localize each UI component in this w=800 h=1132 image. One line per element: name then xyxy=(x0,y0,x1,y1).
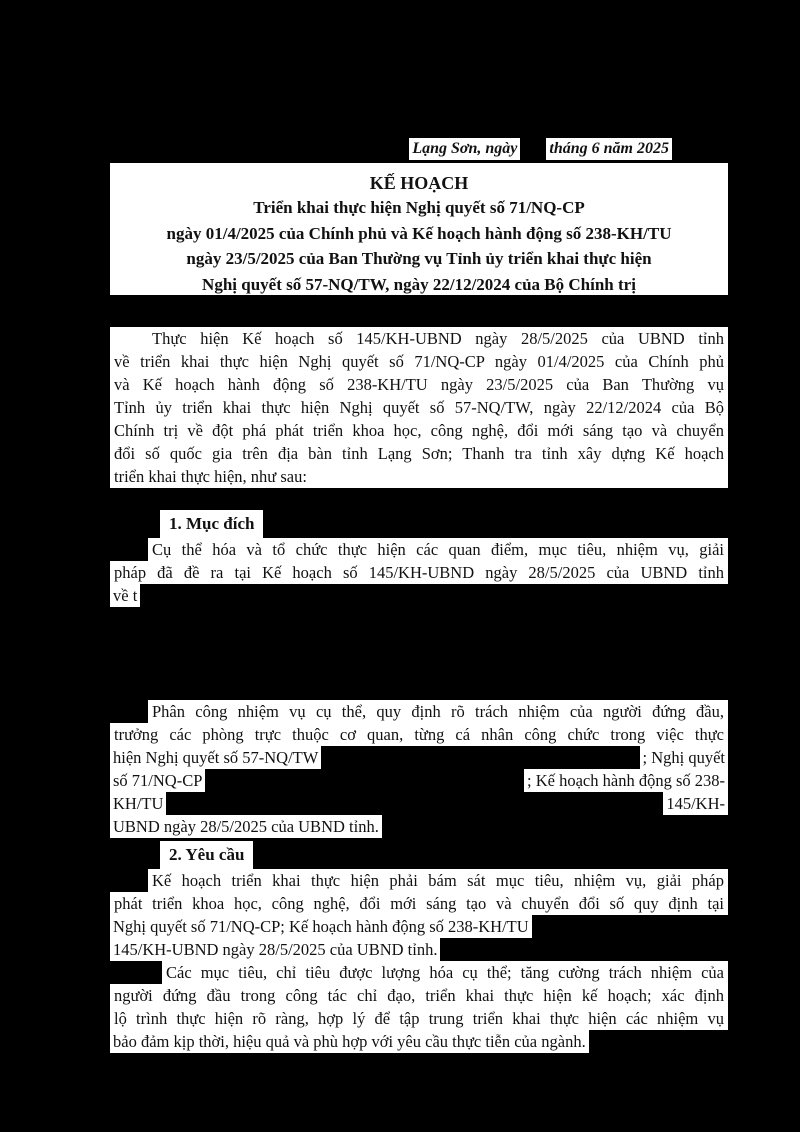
section2-para2-line: bảo đảm kịp thời, hiệu quả và phù hợp với yêu cầu thực tiễn của ngành. xyxy=(110,1030,728,1053)
section-2-heading: 2. Yêu cầu xyxy=(160,841,253,869)
paragraph-indent xyxy=(110,538,148,561)
intro-line: Tỉnh ủy triển khai thực hiện Nghị quyết số 57-NQ/TW, ngày 22/12/2024 của Bộ xyxy=(110,396,728,419)
header-subtitle-line: ngày 23/5/2025 của Ban Thường vụ Tỉnh ủy triển khai thực hiện xyxy=(186,249,652,268)
section2-para2-line: người đứng đầu trong công tác chỉ đạo, triển khai thực hiện kế hoạch; xác định xyxy=(110,984,728,1007)
black-redaction-block xyxy=(321,746,639,769)
section1-line: pháp đã đề ra tại Kế hoạch số 145/KH-UBND ngày 28/5/2025 của UBND tỉnh xyxy=(110,561,728,584)
date-day-blank xyxy=(520,138,546,160)
section1-para2-line: KH/TU 145/KH- xyxy=(110,792,728,815)
document-title: KẾ HOẠCH xyxy=(369,173,469,193)
date-part-month-year: tháng 6 năm 2025 xyxy=(546,138,672,160)
section2-para1-line: Nghị quyết số 71/NQ-CP; Kế hoạch hành động số 238-KH/TU xyxy=(110,915,728,938)
intro-line: và Kế hoạch hành động số 238-KH/TU ngày 23/5/2025 của Ban Thường vụ xyxy=(110,373,728,396)
section-1-heading: 1. Mục đích xyxy=(160,510,263,538)
intro-line: Chính trị về đột phá phát triển khoa học, công nghệ, đổi mới sáng tạo và chuyển xyxy=(110,419,728,442)
section2-para2-line: Các mục tiêu, chỉ tiêu được lượng hóa cụ thể; tăng cường trách nhiệm của xyxy=(110,961,728,984)
document-header xyxy=(110,163,728,295)
paragraph-indent xyxy=(110,700,148,723)
section1-line: về t xyxy=(110,584,728,607)
section1-para2-line: hiện Nghị quyết số 57-NQ/TW ; Nghị quyết xyxy=(110,746,728,769)
section1-para2-line: trưởng các phòng trực thuộc cơ quan, từng cá nhân công chức trong việc thực xyxy=(110,723,728,746)
paragraph-indent xyxy=(110,327,148,350)
date-line-clipped xyxy=(110,140,728,163)
intro-line: triển khai thực hiện, như sau: xyxy=(110,465,728,488)
section1-para2-line: Phân công nhiệm vụ cụ thể, quy định rõ trách nhiệm của người đứng đầu, xyxy=(110,700,728,723)
intro-line: về triển khai thực hiện Nghị quyết số 71/NQ-CP ngày 01/4/2025 của Chính phủ xyxy=(110,350,728,373)
date-part-place: Lạng Sơn, ngày xyxy=(409,138,520,160)
section2-para1-line: Kế hoạch triển khai thực hiện phải bám sát mục tiêu, nhiệm vụ, giải pháp xyxy=(110,869,728,892)
black-redaction-block xyxy=(205,769,524,792)
section2-para1-line: 145/KH-UBND ngày 28/5/2025 của UBND tỉnh. xyxy=(110,938,728,961)
section2-para1-line: phát triển khoa học, công nghệ, đổi mới sáng tạo và chuyển đổi số quy định tại xyxy=(110,892,728,915)
paragraph-indent xyxy=(110,961,162,984)
section1-para2-line: UBND ngày 28/5/2025 của UBND tỉnh. xyxy=(110,815,728,838)
intro-line: đổi số quốc gia trên địa bàn tỉnh Lạng Sơn; Thanh tra tỉnh xây dựng Kế hoạch xyxy=(110,442,728,465)
header-subtitle-line: ngày 01/4/2025 của Chính phủ và Kế hoạch hành động số 238-KH/TU xyxy=(166,223,672,243)
date-line xyxy=(110,138,728,160)
section1-para2-line: số 71/NQ-CP ; Kế hoạch hành động số 238- xyxy=(110,769,728,792)
section2-para2-line: lộ trình thực hiện rõ ràng, hợp lý để tập trung triển khai thực hiện các nhiệm vụ xyxy=(110,1007,728,1030)
header-subtitle-line: Triển khai thực hiện Nghị quyết số 71/NQ-CP xyxy=(253,198,585,217)
black-redaction-block xyxy=(532,915,728,938)
intro-line: Thực hiện Kế hoạch số 145/KH-UBND ngày 28/5/2025 của UBND tỉnh xyxy=(110,327,728,350)
section1-line: Cụ thể hóa và tổ chức thực hiện các quan điểm, mục tiêu, nhiệm vụ, giải xyxy=(110,538,728,561)
paragraph-indent xyxy=(110,869,148,892)
black-redaction-block xyxy=(166,792,663,815)
black-redaction-block xyxy=(140,584,728,607)
header-subtitle-line: Nghị quyết số 57-NQ/TW, ngày 22/12/2024 của Bộ Chính trị xyxy=(202,274,636,294)
